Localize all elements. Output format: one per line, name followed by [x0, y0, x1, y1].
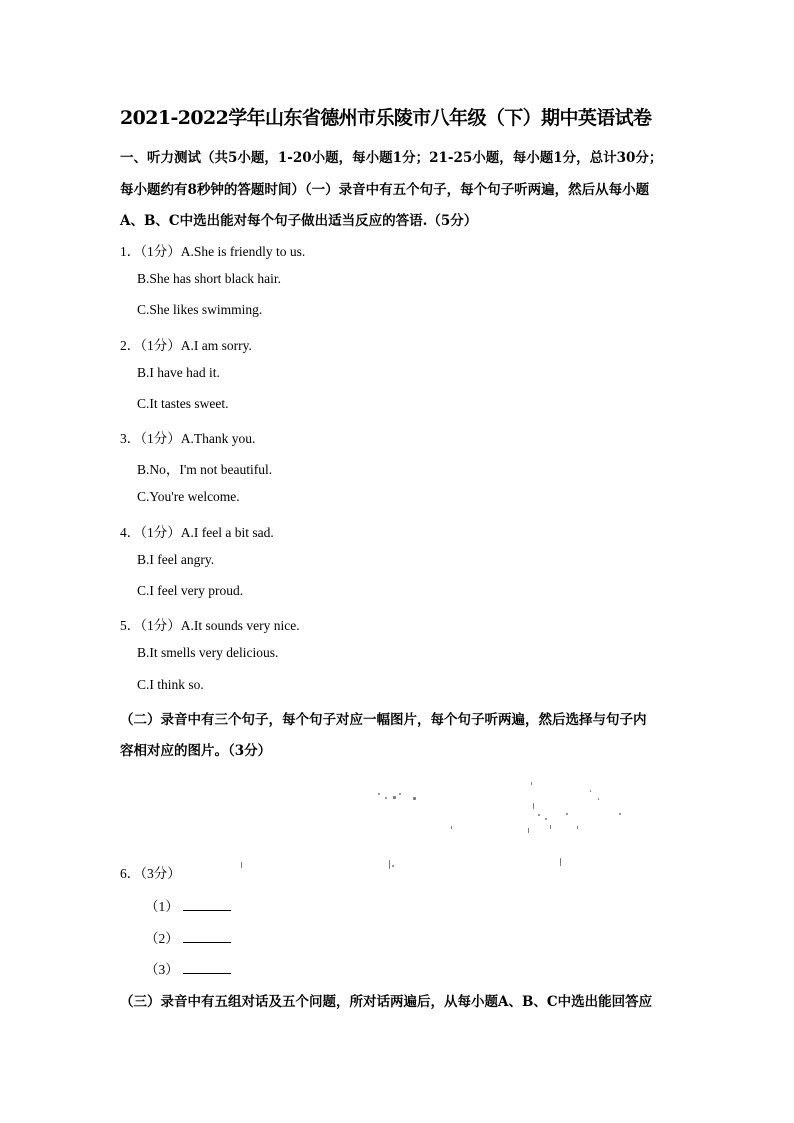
blank-3[interactable]	[145, 958, 231, 978]
option-c: C.She likes swimming.	[137, 302, 263, 317]
blank-1[interactable]	[145, 895, 231, 915]
option-a: A.It sounds very nice.	[180, 618, 300, 633]
option-b: B.No，I'm not beautiful.	[137, 462, 273, 477]
question-1	[120, 240, 305, 260]
option-a: A.I am sorry.	[180, 338, 252, 353]
option-c: C.You're welcome.	[137, 489, 240, 504]
section1-line2: 每小题约有8秒钟的答题时间）（一）录音中有五个句子，每个句子听两遍，然后从每小题	[120, 182, 650, 198]
question-4	[120, 521, 274, 541]
answer-line[interactable]	[183, 930, 231, 943]
section1-line3: A、B、C中选出能对每个句子做出适当反应的答语.（5分）	[120, 213, 478, 229]
question-label: 1．（1分）	[120, 244, 181, 259]
question-label: 3．（1分）	[120, 431, 181, 446]
page-title: 2021-2022学年山东省德州市乐陵市八年级（下）期中英语试卷	[120, 107, 652, 129]
option-b: B.I have had it.	[137, 365, 220, 380]
blank-2[interactable]	[145, 927, 231, 947]
option-c: C.I feel very proud.	[137, 583, 244, 598]
question-3	[120, 427, 255, 447]
section2-line1: （二）录音中有三个句子，每个句子对应一幅图片，每个句子听两遍，然后选择与句子内	[120, 712, 647, 728]
answer-line[interactable]	[183, 961, 231, 974]
option-b: B.It smells very delicious.	[137, 645, 279, 660]
answer-line[interactable]	[183, 898, 231, 911]
section1-line1: 一、听力测试（共5小题，1-20小题，每小题1分；21-25小题，每小题1分，总计30分；	[120, 150, 663, 166]
option-c: C.It tastes sweet.	[137, 396, 229, 411]
question-label: 4．（1分）	[120, 525, 181, 540]
option-b: B.I feel angry.	[137, 552, 215, 567]
option-a: A.She is friendly to us.	[180, 244, 306, 259]
question-label: 5．（1分）	[120, 618, 181, 633]
option-c: C.I think so.	[137, 677, 204, 692]
question-5	[120, 614, 300, 634]
blank-label: （3）	[145, 962, 179, 977]
blank-label: （1）	[145, 899, 179, 914]
option-a: A.Thank you.	[180, 431, 256, 446]
option-a: A.I feel a bit sad.	[180, 525, 274, 540]
question-label: 2．（1分）	[120, 338, 181, 353]
section3-line1: （三）录音中有五组对话及五个问题，所对话两遍后，从每小题A、B、C中选出能回答应	[120, 994, 653, 1010]
option-b: B.She has short black hair.	[137, 271, 281, 286]
question-2	[120, 334, 252, 354]
blank-label: （2）	[145, 931, 179, 946]
question-6-label: 6．（3分）	[120, 866, 181, 881]
section2-line2: 容相对应的图片。（3分）	[120, 743, 272, 759]
